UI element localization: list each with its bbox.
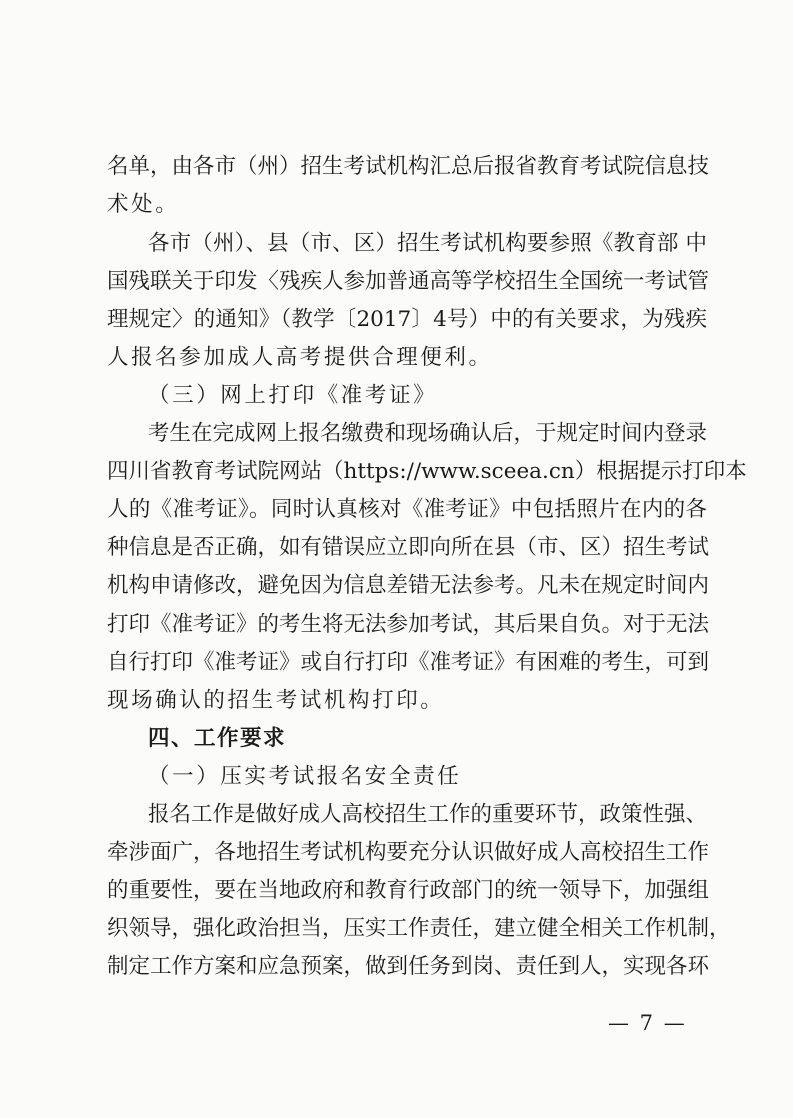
text-line: 种信息是否正确，如有错误应立即向所在县（市、区）招生考试: [107, 535, 710, 560]
subsection-heading: （三）网上打印《准考证》: [148, 383, 438, 408]
text-line: 现场确认的招生考试机构打印。: [107, 688, 445, 713]
text-line: 术处。: [107, 192, 180, 217]
text-line: 制定工作方案和应急预案，做到任务到岗、责任到人，实现各环: [107, 954, 710, 979]
text-line: 织领导，强化政治担当，压实工作责任，建立健全相关工作机制，: [107, 916, 731, 941]
text-line: 理规定〉的通知》（教学〔2017〕4号）中的有关要求，为残疾: [107, 307, 707, 332]
text-line: 自行打印《准考证》或自行打印《准考证》有困难的考生，可到: [107, 650, 710, 675]
text-line: 报名工作是做好成人高校招生工作的重要环节，政策性强、: [148, 802, 708, 827]
text-line: 的重要性，要在当地政府和教育行政部门的统一领导下，加强组: [107, 878, 710, 903]
text-line: 各市（州）、县（市、区）招生考试机构要参照《教育部 中: [148, 231, 707, 256]
text-line: 牵涉面广，各地招生考试机构要充分认识做好成人高校招生工作: [107, 840, 710, 865]
text-line: 四川省教育考试院网站（https://www.sceea.cn）根据提示打印本: [107, 459, 747, 484]
text-line: 考生在完成网上报名缴费和现场确认后，于规定时间内登录: [148, 421, 708, 446]
text-line: 国残联关于印发〈残疾人参加普通高等学校招生全国统一考试管: [107, 269, 710, 294]
text-line: 人的《准考证》。同时认真核对《准考证》中包括照片在内的各: [107, 497, 707, 522]
text-line: 打印《准考证》的考生将无法参加考试，其后果自负。对于无法: [107, 612, 710, 637]
text-line: 人报名参加成人高考提供合理便利。: [107, 345, 493, 370]
text-line: 机构申请修改，避免因为信息差错无法参考。凡未在规定时间内: [107, 573, 710, 598]
subsection-heading: （一）压实考试报名安全责任: [148, 764, 462, 789]
section-heading: 四、工作要求: [148, 726, 287, 751]
text-line: 名单，由各市（州）招生考试机构汇总后报省教育考试院信息技: [107, 154, 710, 179]
page-number: — 7 —: [608, 1011, 687, 1035]
